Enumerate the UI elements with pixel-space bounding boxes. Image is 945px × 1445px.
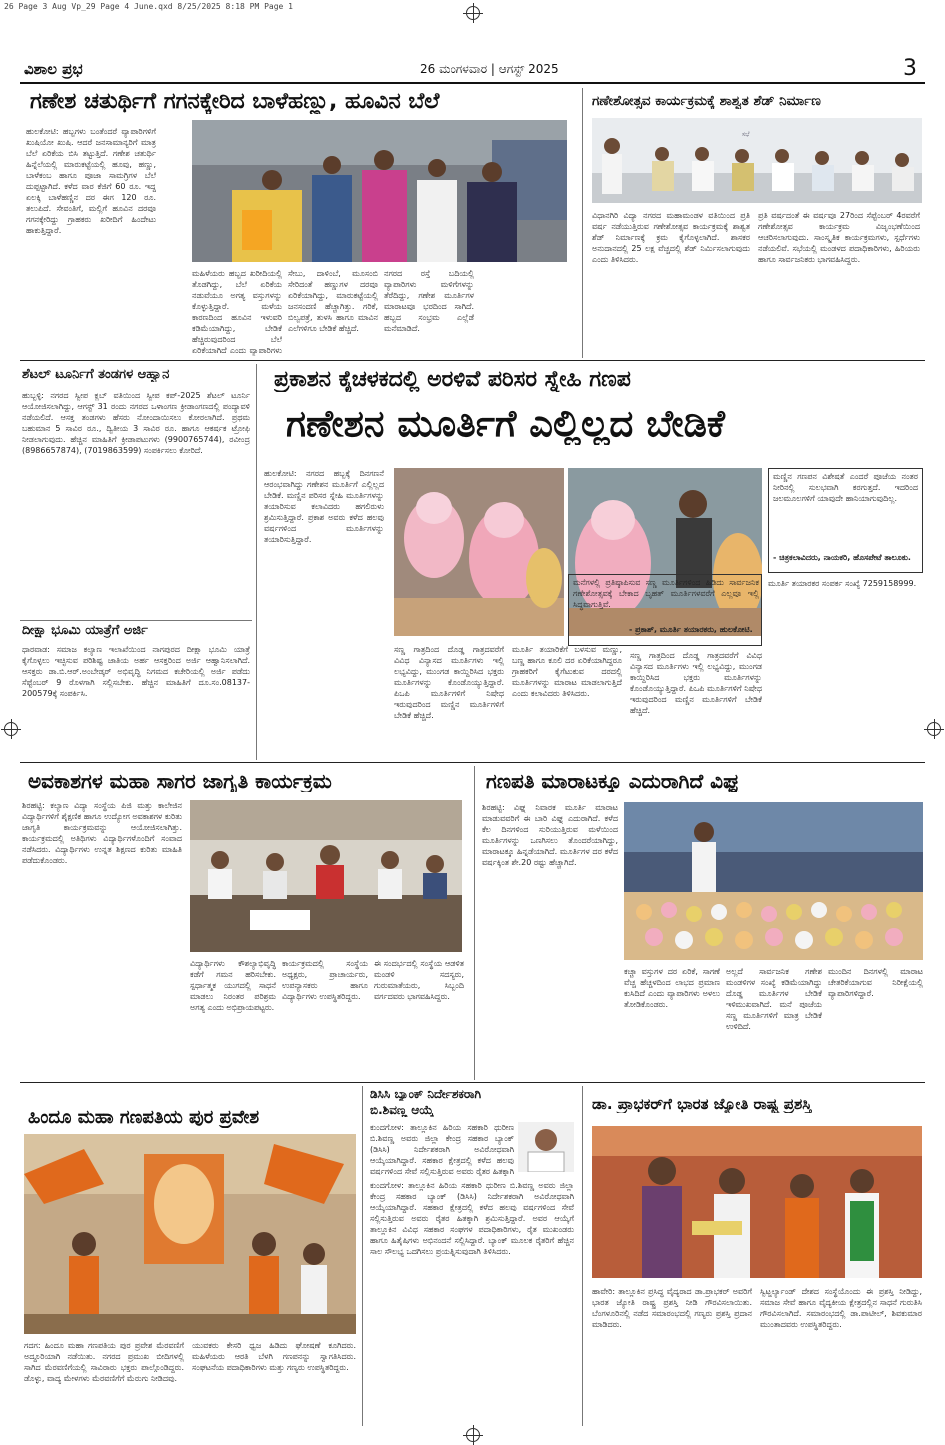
headline: ದೀಕ್ಷಾ ಭೂಮಿ ಯಾತ್ರೆಗೆ ಅರ್ಜಿ: [22, 624, 148, 638]
article-body-col2: ಕಚ್ಚಾ ವಸ್ತುಗಳ ದರ ಏರಿಕೆ, ಸಾಗಣೆ ವೆಚ್ಚ ಹೆಚ್ಚಳದಿಂದ ಲಾಭದ ಪ್ರಮಾಣ ಕುಸಿದಿದೆ ಎಂದು ವ್ಯಾಪಾರಿಗಳು ಅಳಲು ತೋಡಿಕೊಂಡರು.: [624, 967, 720, 1010]
article-body-col3: ಕಾರ್ಯಕ್ರಮದಲ್ಲಿ ಸಂಸ್ಥೆಯ ಅಧ್ಯಕ್ಷರು, ಪ್ರಾಚಾರ್ಯರು, ಉಪನ್ಯಾಸಕರು ಹಾಗೂ ವಿದ್ಯಾರ್ಥಿಗಳು ಉಪಸ್ಥಿತರಿದ್ದರು.: [282, 959, 368, 1002]
article-body-col1: ಶಿರಹಟ್ಟಿ: ವಿಘ್ನ ನಿವಾರಕ ಮೂರ್ತಿ ಮಾರಾಟ ಮಾಡುವವರಿಗೆ ಈ ಬಾರಿ ವಿಘ್ನ ಎದುರಾಗಿದೆ. ಕಳೆದ ಕೆಲ ದಿನಗಳಿಂದ ಸುರಿಯುತ್ತಿರುವ ಮಳೆಯಿಂದ ಮೂರ್ತಿಗಳನ್ನು ಒಣಗಿಸಲು ತೊಂದರೆಯಾಗಿದ್ದು, ಮಾರಾಟಕ್ಕೂ ಹಿನ್ನಡೆಯಾಗಿದೆ. ಮೂರ್ತಿಗಳ ದರ ಕಳೆದ ವರ್ಷಕ್ಕಿಂತ ಶೇ.20 ರಷ್ಟು ಹೆಚ್ಚಾಗಿದೆ.: [482, 803, 618, 868]
column-rule: [474, 766, 475, 1080]
article-body-col2: ಯುವಕರು ಕೇಸರಿ ಧ್ವಜ ಹಿಡಿದು ಘೋಷಣೆ ಕೂಗಿದರು. ಮಹಿಳೆಯರು ಆರತಿ ಬೆಳಗಿ ಗಣಪನನ್ನು ಸ್ವಾಗತಿಸಿದರು. ಸಂಘಟನೆಯ ಪದಾಧಿಕಾರಿಗಳು ಮತ್ತು ಗಣ್ಯರು ಉಪಸ್ಥಿತರಿದ್ದರು.: [192, 1341, 356, 1373]
article-eco-ganesha: [262, 364, 925, 760]
column-rule: [362, 1086, 363, 1426]
article-body-col4: ನಗರದ ರಸ್ತೆ ಬದಿಯಲ್ಲಿ ವ್ಯಾಪಾರಿಗಳು ಮಳಿಗೆಗಳನ್ನು ತೆರೆದಿದ್ದು, ಗಣೇಶ ಮೂರ್ತಿಗಳ ಮಾರಾಟವೂ ಭರದಿಂದ ಸಾಗಿದೆ. ಹಬ್ಬದ ಸಂಭ್ರಮ ಎಲ್ಲೆಡೆ ಮನೆಮಾಡಿದೆ.: [384, 269, 474, 334]
idol-photo-1: [394, 468, 564, 636]
market-photo: [192, 120, 567, 262]
quote-text: ಮನೆಗಳಲ್ಲಿ ಪ್ರತಿಷ್ಠಾಪಿಸುವ ಸಣ್ಣ ಮೂರ್ತಿಗಳಿಂದ ಹಿಡಿದು ಸಾರ್ವಜನಿಕ ಗಣೇಶೋತ್ಸವಕ್ಕೆ ಬೇಕಾದ ಬೃಹತ್ ಮೂರ್ತಿಗಳವರೆಗೆ ಎಲ್ಲವೂ ಇಲ್ಲಿ ಸಿದ್ಧವಾಗುತ್ತಿವೆ.: [573, 578, 759, 610]
masthead: [20, 58, 925, 84]
section-rule: [20, 620, 252, 621]
headline-line2: ಬಿ.ಶಿವಣ್ಣ ಆಯ್ಕೆ: [370, 1104, 434, 1117]
article-body-col4: ಮುಂದಿನ ದಿನಗಳಲ್ಲಿ ಮಾರಾಟ ಚೇತರಿಕೆಯಾಗುವ ನಿರೀಕ್ಷೆಯಲ್ಲಿ ವ್ಯಾಪಾರಿಗಳಿದ್ದಾರೆ.: [828, 967, 923, 999]
award-photo: [592, 1126, 922, 1278]
meeting-photo: [592, 118, 922, 203]
side-note-byline: - ಚಿತ್ರಕಲಾವಿದರು, ನಾಯಕರಿ, ಹೊಸಪೇಟೆ ತಾಲೂಕು.: [773, 553, 911, 562]
banner-text: ಸಭೆ: [742, 131, 750, 138]
quote-byline: - ಪ್ರಕಾಶ್, ಮೂರ್ತಿ ತಯಾರಕರು, ಹುಲಕೋಟಿ.: [629, 625, 753, 634]
article-body-col3: ಸೇಬು, ದಾಳಿಂಬೆ, ಮೂಸಂಬಿ ಸೇರಿದಂತೆ ಹಣ್ಣುಗಳ ದರವೂ ಏರಿಕೆಯಾಗಿದ್ದು, ಮಾರುಕಟ್ಟೆಯಲ್ಲಿ ಜನಸಂದಣಿ ಹೆಚ್ಚಾಗಿತ್ತು. ಗರಿಕೆ, ಬಿಲ್ವಪತ್ರೆ, ತುಳಸಿ ಹಾಗೂ ಮಾವಿನ ಎಲೆಗಳಿಗೂ ಬೇಡಿಕೆ ಹೆಚ್ಚಿದೆ.: [288, 269, 378, 334]
article-body-col1: ಹುಲಕೋಟಿ: ಹಬ್ಬಗಳು ಬಂತೆಂದರೆ ವ್ಯಾಪಾರಿಗಳಿಗೆ ಖುಷಿಯೋ ಖುಷಿ. ಆದರೆ ಜನಸಾಮಾನ್ಯರಿಗೆ ಮಾತ್ರ ಬೆಲೆ ಏರಿಕೆಯ ಬಿಸಿ ತಟ್ಟುತ್ತಿದೆ. ಗಣೇಶ ಚತುರ್ಥಿ ಹಿನ್ನೆಲೆಯಲ್ಲಿ ಮಾರುಕಟ್ಟೆಯಲ್ಲಿ ಹೂವು, ಹಣ್ಣು, ಬಾಳೆಕಂಬ ಹಾಗೂ ಪೂಜಾ ಸಾಮಗ್ರಿಗಳ ಬೆಲೆ ದುಪ್ಪಟ್ಟಾಗಿದೆ. ಕಳೆದ ವಾರ ಕೆಜಿಗೆ 60 ರೂ. ಇದ್ದ ಏಲಕ್ಕಿ ಬಾಳೆಹಣ್ಣಿನ ದರ ಈಗ 120 ರೂ. ತಲುಪಿದೆ. ಸೇವಂತಿಗೆ, ಮಲ್ಲಿಗೆ ಹೂವಿನ ದರವೂ ಗಗನಕ್ಕೇರಿದ್ದು ಗ್ರಾಹಕರು ಖರೀದಿಗೆ ಹಿಂದೇಟು ಹಾಕುತ್ತಿದ್ದಾರೆ.: [26, 127, 156, 236]
procession-photo: [24, 1134, 356, 1334]
article-deeksha-bhoomi: [20, 622, 252, 760]
portrait-photo: [518, 1122, 574, 1172]
print-slug: 26 Page 3 Aug Vp_29 Page 4 June.qxd 8/25/2025 8:18 PM Page 1: [4, 2, 293, 11]
quote-box: [568, 574, 762, 646]
headline: ಗಣೇಶ ಚತುರ್ಥಿಗೆ ಗಗನಕ್ಕೇರಿದ ಬಾಳೆಹಣ್ಣು, ಹೂವಿನ ಬೆಲೆ: [30, 90, 440, 114]
registration-mark-left: [4, 722, 18, 736]
article-body-col1: ಹಾವೇರಿ: ತಾಲ್ಲೂಕಿನ ಪ್ರಸಿದ್ಧ ವೈದ್ಯರಾದ ಡಾ.ಪ್ರಾಭಕರ್ ಅವರಿಗೆ ಭಾರತ ಜ್ಯೋತಿ ರಾಷ್ಟ್ರ ಪ್ರಶಸ್ತಿ ನೀಡಿ ಗೌರವಿಸಲಾಯಿತು. ಬೆಂಗಳೂರಿನಲ್ಲಿ ನಡೆದ ಸಮಾರಂಭದಲ್ಲಿ ಗಣ್ಯರು ಪ್ರಶಸ್ತಿ ಪ್ರದಾನ ಮಾಡಿದರು.: [592, 1287, 752, 1330]
headline: ಅವಕಾಶಗಳ ಮಹಾ ಸಾಗರ ಜಾಗೃತಿ ಕಾರ್ಯಕ್ರಮ: [28, 770, 332, 792]
headline-line1: ಡಿಸಿಸಿ ಬ್ಯಾಂಕ್ ನಿರ್ದೇಶಕರಾಗಿ: [370, 1088, 482, 1101]
section-rule: [20, 762, 925, 763]
article-body-col2: ವಿದ್ಯಾರ್ಥಿಗಳು ಕೌಶಲ್ಯಾಭಿವೃದ್ಧಿ ಕಡೆಗೆ ಗಮನ ಹರಿಸಬೇಕು. ಸ್ಪರ್ಧಾತ್ಮಕ ಯುಗದಲ್ಲಿ ಸಾಧನೆ ಮಾಡಲು ನಿರಂತರ ಪರಿಶ್ರಮ ಅಗತ್ಯ ಎಂದು ಅಭಿಪ್ರಾಯಪಟ್ಟರು.: [190, 959, 276, 1013]
article-body-col2: ಮಹಿಳೆಯರು ಹಬ್ಬದ ಖರೀದಿಯಲ್ಲಿ ತೊಡಗಿದ್ದು, ಬೆಲೆ ಏರಿಕೆಯ ನಡುವೆಯೂ ಅಗತ್ಯ ವಸ್ತುಗಳನ್ನು ಕೊಳ್ಳುತ್ತಿದ್ದಾರೆ. ಮಳೆಯ ಕಾರಣದಿಂದ ಹೂವಿನ ಇಳುವರಿ ಕಡಿಮೆಯಾಗಿದ್ದು, ಬೇಡಿಕೆ ಹೆಚ್ಚಿರುವುದರಿಂದ ಬೆಲೆ ಏರಿಕೆಯಾಗಿದೆ ಎಂದು ವ್ಯಾಪಾರಿಗಳು: [192, 269, 282, 356]
idol-shop-photo: [624, 802, 923, 960]
headline: ಶೆಟಲ್ ಟೂರ್ನಿಗೆ ತಂಡಗಳ ಆಹ್ವಾನ: [22, 368, 170, 382]
article-body-col2: ಸಣ್ಣ ಗಾತ್ರದಿಂದ ದೊಡ್ಡ ಗಾತ್ರದವರೆಗೆ ವಿವಿಧ ವಿನ್ಯಾಸದ ಮೂರ್ತಿಗಳು ಇಲ್ಲಿ ಲಭ್ಯವಿದ್ದು, ಮುಂಗಡ ಕಾಯ್ದಿರಿಸಿದ ಭಕ್ತರು ಮೂರ್ತಿಗಳನ್ನು ಕೊಂಡೊಯ್ಯುತ್ತಿದ್ದಾರೆ. ಪಿಒಪಿ ಮೂರ್ತಿಗಳಿಗೆ ನಿಷೇಧ ಇರುವುದರಿಂದ ಮಣ್ಣಿನ ಮೂರ್ತಿಗಳಿಗೆ ಬೇಡಿಕೆ ಹೆಚ್ಚಿದೆ.: [394, 645, 504, 721]
column-rule: [256, 364, 257, 760]
article-body-col3: ಮೂರ್ತಿ ತಯಾರಿಕೆಗೆ ಬಳಸುವ ಮಣ್ಣು, ಬಣ್ಣ ಹಾಗೂ ಕೂಲಿ ದರ ಏರಿಕೆಯಾಗಿದ್ದರೂ ಗ್ರಾಹಕರಿಗೆ ಕೈಗೆಟುಕುವ ದರದಲ್ಲಿ ಮೂರ್ತಿಗಳನ್ನು ಮಾರಾಟ ಮಾಡಲಾಗುತ್ತಿದೆ ಎಂದು ಕಲಾವಿದರು ತಿಳಿಸಿದರು.: [512, 645, 622, 699]
column-rule: [582, 1086, 583, 1426]
article-body-col1: ಶಿರಹಟ್ಟಿ: ಕಲ್ಯಾಣ ವಿದ್ಯಾ ಸಂಸ್ಥೆಯ ಪಿಜಿ ಮತ್ತು ಕಾಲೇಜಿನ ವಿದ್ಯಾರ್ಥಿಗಳಿಗೆ ಶೈಕ್ಷಣಿಕ ಹಾಗೂ ಉದ್ಯೋಗ ಅವಕಾಶಗಳ ಕುರಿತು ಜಾಗೃತಿ ಕಾರ್ಯಕ್ರಮವನ್ನು ಆಯೋಜಿಸಲಾಗಿತ್ತು. ಕಾರ್ಯಕ್ರಮದಲ್ಲಿ ಅತಿಥಿಗಳು ವಿದ್ಯಾರ್ಥಿಗಳೊಂದಿಗೆ ಸಂವಾದ ನಡೆಸಿದರು. ವಿದ್ಯಾರ್ಥಿಗಳು ಉನ್ನತ ಶಿಕ್ಷಣದ ಕುರಿತು ಮಾಹಿತಿ ಪಡೆದುಕೊಂಡರು.: [22, 801, 182, 866]
article-body-col4: ಸಣ್ಣ ಗಾತ್ರದಿಂದ ದೊಡ್ಡ ಗಾತ್ರದವರೆಗೆ ವಿವಿಧ ವಿನ್ಯಾಸದ ಮೂರ್ತಿಗಳು ಇಲ್ಲಿ ಲಭ್ಯವಿದ್ದು, ಮುಂಗಡ ಕಾಯ್ದಿರಿಸಿದ ಭಕ್ತರು ಮೂರ್ತಿಗಳನ್ನು ಕೊಂಡೊಯ್ಯುತ್ತಿದ್ದಾರೆ. ಪಿಒಪಿ ಮೂರ್ತಿಗಳಿಗೆ ನಿಷೇಧ ಇರುವುದರಿಂದ ಮಣ್ಣಿನ ಮೂರ್ತಿಗಳಿಗೆ ಬೇಡಿಕೆ ಹೆಚ್ಚಿದೆ.: [630, 651, 762, 716]
registration-mark-right: [927, 722, 941, 736]
article-ganeshotsav-shed: [588, 88, 925, 358]
article-hindu-maha-ganapati: [20, 1086, 360, 1426]
article-body-col1: ಹುಲಕೋಟಿ: ನಗರದ ಹಬ್ಬಕ್ಕೆ ದಿನಗಣನೆ ಆರಂಭವಾಗಿದ್ದು ಗಣೇಶನ ಮೂರ್ತಿಗೆ ಎಲ್ಲಿಲ್ಲದ ಬೇಡಿಕೆ. ಮಣ್ಣಿನ ಪರಿಸರ ಸ್ನೇಹಿ ಮೂರ್ತಿಗಳನ್ನು ತಯಾರಿಸುವ ಕಲಾವಿದರು ಹಗಲಿರುಳು ಶ್ರಮಿಸುತ್ತಿದ್ದಾರೆ. ಪ್ರಕಾಶ ಅವರು ಕಳೆದ ಹಲವು ವರ್ಷಗಳಿಂದ ಮೂರ್ತಿಗಳನ್ನು ತಯಾರಿಸುತ್ತಿದ್ದಾರೆ.: [264, 469, 384, 545]
article-dcc-bank-director: [368, 1086, 578, 1426]
section-rule: [20, 1082, 925, 1083]
seminar-photo: [190, 800, 462, 952]
article-bharat-jyoti-award: [588, 1086, 925, 1426]
article-opportunity-awareness: [20, 766, 470, 1080]
article-body: ಕುಂದಗೋಳ: ತಾಲ್ಲೂಕಿನ ಹಿರಿಯ ಸಹಕಾರಿ ಧುರೀಣ ಬಿ.ಶಿವಣ್ಣ ಅವರು ಜಿಲ್ಲಾ ಕೇಂದ್ರ ಸಹಕಾರ ಬ್ಯಾಂಕ್ (ಡಿಸಿಸಿ) ನಿರ್ದೇಶಕರಾಗಿ ಅವಿರೋಧವಾಗಿ ಆಯ್ಕೆಯಾಗಿದ್ದಾರೆ. ಸಹಕಾರ ಕ್ಷೇತ್ರದಲ್ಲಿ ಕಳೆದ ಹಲವು ವರ್ಷಗಳಿಂದ ಸೇವೆ ಸಲ್ಲಿಸುತ್ತಿರುವ ಅವರು ರೈತರ ಹಿತಕ್ಕಾಗಿ ಶ್ರಮಿಸುತ್ತಿದ್ದಾರೆ. ಅವರ ಆಯ್ಕೆಗೆ ತಾಲ್ಲೂಕಿನ ವಿವಿಧ ಸಹಕಾರ ಸಂಘಗಳ ಪದಾಧಿಕಾರಿಗಳು, ರೈತ ಮುಖಂಡರು ಹಾಗೂ ಹಿತೈಷಿಗಳು ಅಭಿನಂದನೆ ಸಲ್ಲಿಸಿದ್ದಾರೆ. ಬ್ಯಾಂಕ್ ಮೂಲಕ ರೈತರಿಗೆ ಹೆಚ್ಚಿನ ಸಾಲ ಸೌಲಭ್ಯ ಒದಗಿಸಲು ಪ್ರಯತ್ನಿಸುವುದಾಗಿ ತಿಳಿಸಿದರು.: [370, 1181, 574, 1257]
article-body-col1: ಗದಗ: ಹಿಂದೂ ಮಹಾ ಗಣಪತಿಯ ಪುರ ಪ್ರವೇಶ ಮೆರವಣಿಗೆ ಅದ್ದೂರಿಯಾಗಿ ನಡೆಯಿತು. ನಗರದ ಪ್ರಮುಖ ಬೀದಿಗಳಲ್ಲಿ ಸಾಗಿದ ಮೆರವಣಿಗೆಯಲ್ಲಿ ಸಾವಿರಾರು ಭಕ್ತರು ಪಾಲ್ಗೊಂಡಿದ್ದರು. ಡೊಳ್ಳು, ವಾದ್ಯ ಮೇಳಗಳು ಮೆರವಣಿಗೆಗೆ ಮೆರುಗು ನೀಡಿದವು.: [24, 1341, 184, 1384]
article-banana-flower-price: [20, 88, 578, 356]
headline-top: ಪ್ರಕಾಶನ ಕೈಚಳಕದಲ್ಲಿ ಅರಳಿವೆ ಪರಿಸರ ಸ್ನೇಹಿ ಗಣಪ: [274, 368, 631, 392]
headline: ಹಿಂದೂ ಮಹಾ ಗಣಪತಿಯ ಪುರ ಪ್ರವೇಶ: [28, 1108, 260, 1128]
registration-mark-bottom: [466, 1428, 480, 1442]
newspaper-brand: ವಿಶಾಲ ಪ್ರಭ: [24, 60, 83, 78]
headline: ಡಾ. ಪ್ರಾಭಕರ್‌ಗೆ ಭಾರತ ಜ್ಯೋತಿ ರಾಷ್ಟ್ರ ಪ್ರಶಸ್ತಿ: [592, 1096, 812, 1113]
page-number: 3: [903, 56, 917, 81]
headline: ಗಣೇಶೋತ್ಸವ ಕಾರ್ಯಕ್ರಮಕ್ಕೆ ಶಾಶ್ವತ ಶೆಡ್ ನಿರ್ಮಾಣ: [592, 94, 821, 109]
article-body: ಹುಬ್ಬಳ್ಳಿ: ನಗರದ ಸ್ವೀಪ ಕ್ಲಬ್ ವತಿಯಿಂದ ಸ್ವೀಪ ಕಪ್-2025 ಶೆಟಲ್ ಟೂರ್ನಿ ಆಯೋಜಿಸಲಾಗಿದ್ದು, ಆಗಸ್ಟ್ 31 ರಂದು ನಗರದ ಒಳಾಂಗಣ ಕ್ರೀಡಾಂಗಣದಲ್ಲಿ ಪಂದ್ಯಾವಳಿ ನಡೆಯಲಿದೆ. ಆಸಕ್ತ ತಂಡಗಳು ಹೆಸರು ನೋಂದಾಯಿಸಲು ಕೋರಲಾಗಿದೆ. ಪ್ರಥಮ ಬಹುಮಾನ 5 ಸಾವಿರ ರೂ., ದ್ವಿತೀಯ 3 ಸಾವಿರ ರೂ. ಹಾಗೂ ಆಕರ್ಷಕ ಟ್ರೋಫಿ ನೀಡಲಾಗುವುದು. ಹೆಚ್ಚಿನ ಮಾಹಿತಿಗೆ ಕ್ರೀಡಾಪಟುಗಳು (9900765744), ರವೀಂದ್ರ (8986657874), (7019863599) ಸಂಪರ್ಕಿಸಲು ಕೋರಿದೆ.: [22, 391, 250, 456]
headline: ಗಣಪತಿ ಮಾರಾಟಕ್ಕೂ ಎದುರಾಗಿದೆ ವಿಘ್ನ: [486, 770, 741, 792]
issue-date: 26 ಮಂಗಳವಾರ | ಆಗಸ್ಟ್ 2025: [420, 62, 559, 76]
column-rule: [582, 88, 583, 358]
article-body-col2: ಪ್ರತಿ ವರ್ಷದಂತೆ ಈ ವರ್ಷವೂ 27ರಿಂದ ಸೆಪ್ಟೆಂಬರ್ 4ರವರೆಗೆ ಗಣೇಶೋತ್ಸವ ಕಾರ್ಯಕ್ರಮ ವಿಜೃಂಭಣೆಯಿಂದ ಆಚರಿಸಲಾಗುವುದು. ಸಾಂಸ್ಕೃತಿಕ ಕಾರ್ಯಕ್ರಮಗಳು, ಸ್ಪರ್ಧೆಗಳು ನಡೆಯಲಿವೆ. ಸಭೆಯಲ್ಲಿ ಮಂಡಳದ ಪದಾಧಿಕಾರಿಗಳು, ಹಿರಿಯರು ಹಾಗೂ ಸಾರ್ವಜನಿಕರು ಭಾಗವಹಿಸಿದ್ದರು.: [758, 211, 920, 265]
side-note-box: [768, 468, 923, 573]
article-body-col3: ಅಲ್ಲದೆ ಸಾರ್ವಜನಿಕ ಗಣೇಶ ಮಂಡಳಿಗಳ ಸಂಖ್ಯೆ ಕಡಿಮೆಯಾಗಿದ್ದು ದೊಡ್ಡ ಮೂರ್ತಿಗಳ ಬೇಡಿಕೆ ಇಳಿಮುಖವಾಗಿದೆ. ಮನೆ ಪೂಜೆಯ ಸಣ್ಣ ಮೂರ್ತಿಗಳಿಗೆ ಮಾತ್ರ ಬೇಡಿಕೆ ಉಳಿದಿದೆ.: [726, 967, 822, 1032]
article-body-col5: ಮೂರ್ತಿ ತಯಾರಕರ ಸಂಪರ್ಕ ಸಂಖ್ಯೆ 7259158999.: [768, 579, 917, 588]
article-body: ಧಾರವಾಡ: ಸಮಾಜ ಕಲ್ಯಾಣ ಇಲಾಖೆಯಿಂದ ನಾಗಪುರದ ದೀಕ್ಷಾ ಭೂಮಿ ಯಾತ್ರೆ ಕೈಗೊಳ್ಳಲು ಇಚ್ಛಿಸುವ ಪರಿಶಿಷ್ಟ ಜಾತಿಯ ಅರ್ಹ ಆಸಕ್ತರಿಂದ ಅರ್ಜಿ ಆಹ್ವಾನಿಸಲಾಗಿದೆ. ಆಸಕ್ತರು ಡಾ.ಬಿ.ಆರ್.ಅಂಬೇಡ್ಕರ್ ಅಭಿವೃದ್ಧಿ ನಿಗಮದ ಕಚೇರಿಯಲ್ಲಿ ಅರ್ಜಿ ಪಡೆದು ಸೆಪ್ಟೆಂಬರ್ 9 ರೊಳಗಾಗಿ ಸಲ್ಲಿಸಬೇಕು. ಹೆಚ್ಚಿನ ಮಾಹಿತಿಗೆ ದೂ.ಸಂ.08137-200579ಕ್ಕೆ ಸಂಪರ್ಕಿಸಿ.: [22, 645, 250, 699]
side-note-text: ಮಣ್ಣಿನ ಗಣಪನ ವಿಶೇಷತೆ ಎಂದರೆ ಪೂಜೆಯ ನಂತರ ನೀರಿನಲ್ಲಿ ಸುಲಭವಾಗಿ ಕರಗುತ್ತದೆ. ಇದರಿಂದ ಜಲಮೂಲಗಳಿಗೆ ಯಾವುದೇ ಹಾನಿಯಾಗುವುದಿಲ್ಲ.: [773, 472, 918, 504]
headline-main: ಗಣೇಶನ ಮೂರ್ತಿಗೆ ಎಲ್ಲಿಲ್ಲದ ಬೇಡಿಕೆ: [286, 404, 726, 445]
article-body-col1: ವಿಧಾನಗಿರಿ ವಿದ್ಯಾ ನಗರದ ಮಹಾಮಂಡಳ ವತಿಯಿಂದ ಪ್ರತಿ ವರ್ಷ ನಡೆಯುತ್ತಿರುವ ಗಣೇಶೋತ್ಸವ ಕಾರ್ಯಕ್ರಮಕ್ಕೆ ಶಾಶ್ವತ ಶೆಡ್ ನಿರ್ಮಾಣಕ್ಕೆ ಕ್ರಮ ಕೈಗೊಳ್ಳಲಾಗಿದೆ. ಶಾಸಕರ ಅನುದಾನದಲ್ಲಿ 25 ಲಕ್ಷ ವೆಚ್ಚದಲ್ಲಿ ಶೆಡ್ ನಿರ್ಮಿಸಲಾಗುವುದು ಎಂದು ತಿಳಿಸಿದರು.: [592, 211, 750, 265]
article-body-col2: ಸ್ವಿಟ್ಜರ್ಲ್ಯಾಂಡ್ ದೇಶದ ಸಂಸ್ಥೆಯೊಂದು ಈ ಪ್ರಶಸ್ತಿ ನೀಡಿದ್ದು, ಸಮಾಜ ಸೇವೆ ಹಾಗೂ ವೈದ್ಯಕೀಯ ಕ್ಷೇತ್ರದಲ್ಲಿನ ಸಾಧನೆ ಗುರುತಿಸಿ ಗೌರವಿಸಲಾಗಿದೆ. ಸಮಾರಂಭದಲ್ಲಿ ಡಾ.ಪಾಟೀಲ್, ಶಿವಕುಮಾರ ಮುಂತಾದವರು ಉಪಸ್ಥಿತರಿದ್ದರು.: [760, 1287, 922, 1330]
article-ganapati-sales: [480, 766, 925, 1080]
article-body-col4: ಈ ಸಂದರ್ಭದಲ್ಲಿ ಸಂಸ್ಥೆಯ ಆಡಳಿತ ಮಂಡಳಿ ಸದಸ್ಯರು, ಗುರುಮಾತೆಯರು, ಸಿಬ್ಬಂದಿ ವರ್ಗದವರು ಭಾಗವಹಿಸಿದ್ದರು.: [374, 959, 464, 1002]
article-body-intro: ಕುಂದಗೋಳ: ತಾಲ್ಲೂಕಿನ ಹಿರಿಯ ಸಹಕಾರಿ ಧುರೀಣ ಬಿ.ಶಿವಣ್ಣ ಅವರು ಜಿಲ್ಲಾ ಕೇಂದ್ರ ಸಹಕಾರ ಬ್ಯಾಂಕ್ (ಡಿಸಿಸಿ) ನಿರ್ದೇಶಕರಾಗಿ ಅವಿರೋಧವಾಗಿ ಆಯ್ಕೆಯಾಗಿದ್ದಾರೆ. ಸಹಕಾರ ಕ್ಷೇತ್ರದಲ್ಲಿ ಕಳೆದ ಹಲವು ವರ್ಷಗಳಿಂದ ಸೇವೆ ಸಲ್ಲಿಸುತ್ತಿರುವ ಅವರು ರೈತರ ಹಿತಕ್ಕಾಗಿ: [370, 1123, 514, 1176]
section-rule: [20, 360, 925, 361]
registration-mark-top: [466, 6, 480, 20]
article-shuttle-tournament: [20, 364, 252, 618]
